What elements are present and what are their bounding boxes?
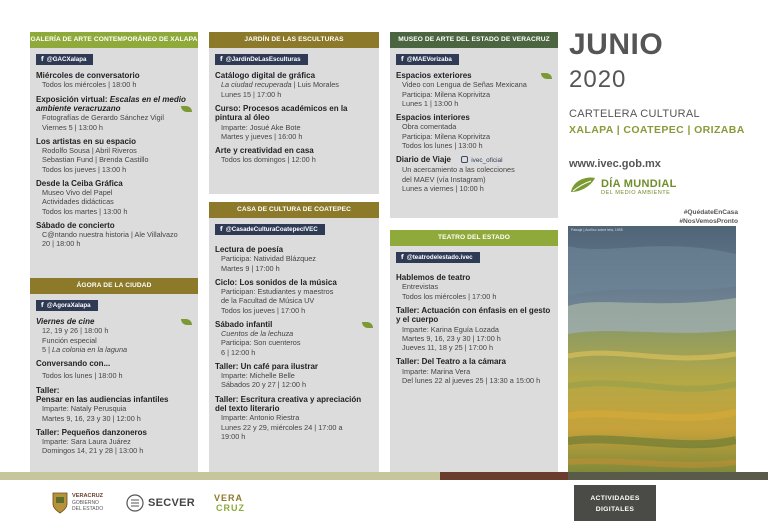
logo-text: VERACRUZ [72, 493, 104, 499]
event-title: Lectura de poesía [215, 245, 284, 254]
event-title: Taller: Escritura creativa y apreciación del texto literario [215, 394, 362, 414]
event-detail: Martes 9 | 17:00 h [221, 263, 280, 273]
event-title: Sábado de concierto [36, 220, 115, 230]
bar-segment [0, 472, 440, 480]
actividades-digitales-badge [574, 485, 656, 521]
detail-rest: | Luis Morales [291, 80, 339, 90]
event-title [396, 71, 552, 80]
event-detail: Video con Lengua de Señas Mexicana [402, 80, 527, 90]
detail-italic: La colonia en la laguna [52, 344, 128, 354]
event-detail: Lunes 22 y 29, miércoles 24 | 17:00 a [221, 422, 343, 432]
event-title [36, 95, 192, 114]
hashtag: #NosVemosPronto [679, 218, 738, 225]
logo-text: VERA [214, 493, 244, 503]
title-italic: Escalas en el medio ambiente veracruzano [36, 94, 186, 114]
event-detail: Imparte: Antonio Riestra [221, 413, 300, 423]
event-title: Desde la Ceiba Gráfica [36, 178, 123, 188]
panel-jardin [209, 32, 379, 194]
facebook-icon: f [220, 226, 223, 233]
event-list [209, 71, 379, 165]
logo-veracruz [52, 490, 112, 522]
event-detail: Todos los jueves | 13:00 h [42, 164, 127, 174]
month-title: JUNIO [569, 28, 664, 61]
panel-agora [30, 278, 198, 472]
event-title: Conversando con... [36, 359, 111, 369]
event-detail: Participan: Estudiantes y maestros [221, 287, 334, 297]
detail-italic: La ciudad recuperada [221, 80, 292, 90]
title-text: Sábado infantil [215, 319, 273, 329]
event-detail: Viernes 5 | 13:00 h [42, 122, 103, 132]
title-text: Diario de Viaje [396, 155, 451, 165]
event-detail: Del lunes 22 al jueves 25 | 13:30 a 15:00 h [402, 375, 541, 385]
landscape-painting [568, 226, 736, 472]
footer-color-bar [0, 472, 768, 480]
facebook-icon: f [401, 56, 404, 63]
logo-text: GOBIERNO [72, 500, 99, 506]
section-header-agora: ÁGORA DE LA CIUDAD [30, 278, 198, 294]
event-title: Ciclo: Los sonidos de la música [215, 277, 337, 287]
event-detail [215, 80, 373, 89]
facebook-handle-teatro[interactable] [396, 252, 480, 263]
facebook-handle-museo[interactable] [396, 54, 459, 65]
event-title [215, 320, 373, 329]
hashtags [679, 208, 738, 226]
event-detail: Todos los martes | 13:00 h [42, 206, 128, 216]
detail-prefix: 5 | [42, 344, 53, 354]
event-detail: Lunes a viernes | 10:00 h [402, 183, 484, 193]
event-detail: Domingos 14, 21 y 28 | 13:00 h [42, 446, 144, 456]
badge-line: DIGITALES [595, 506, 635, 513]
event-detail: Imparte: Michelle Belle [221, 371, 295, 381]
year-title: 2020 [569, 66, 627, 93]
secver-emblem-icon [126, 494, 144, 512]
event-detail: Museo Vivo del Papel [42, 188, 113, 198]
event-detail: C@ntando nuestra historia | Ale Villalvazo [42, 230, 178, 240]
cities-label: XALAPA | COATEPEC | ORIZABA [569, 124, 745, 136]
event-title: Taller: Del Teatro a la cámara [396, 357, 506, 367]
event-detail: Todos los miércoles | 17:00 h [402, 291, 497, 301]
facebook-icon: f [41, 56, 44, 63]
facebook-handle-jardin[interactable] [215, 54, 308, 65]
event-detail: 20 | 18:00 h [42, 239, 81, 249]
handle-text: @AgoraXalapa [46, 302, 91, 309]
leaf-icon [362, 322, 373, 328]
event-detail: del MAEV (vía Instagram) [402, 174, 486, 184]
event-detail: Jueves 11, 18 y 25 | 17:00 h [402, 343, 494, 353]
event-detail: Participa: Son cuenteros [221, 338, 301, 348]
event-detail: Todos los domingos | 12:00 h [221, 155, 316, 165]
event-detail: Entrevistas [402, 282, 439, 292]
event-detail: Imparte: Karina Eguía Lozada [402, 324, 499, 334]
event-detail: Obra comentada [402, 122, 457, 132]
dia-mundial-subtitle: DEL MEDIO AMBIENTE [601, 190, 671, 196]
bar-segment [440, 472, 568, 480]
facebook-handle-agora[interactable] [36, 300, 98, 311]
handle-text: @teatrodelestado.ivec [406, 254, 473, 261]
section-header-museo: MUSEO DE ARTE DEL ESTADO DE VERACRUZ [390, 32, 558, 48]
event-title: Los artistas en su espacio [36, 136, 137, 146]
event-detail: de la Facultad de Música UV [221, 296, 315, 306]
event-list [30, 71, 198, 249]
event-detail: Martes y jueves | 16:00 h [221, 131, 303, 141]
event-detail: Rodolfo Sousa | Abril Riveros [42, 146, 137, 156]
detail-italic: Cuentos de la lechuza [221, 329, 294, 339]
panel-teatro [390, 230, 558, 472]
logo-text: SECVER [148, 497, 196, 509]
event-detail: Todos los lunes | 13:00 h [402, 140, 483, 150]
handle-text: @JardinDeLasEsculturas [225, 56, 301, 63]
section-header-galeria: GALERÍA DE ARTE CONTEMPORÁNEO DE XALAPA [30, 32, 198, 48]
section-header-casa: CASA DE CULTURA DE COATEPEC [209, 202, 379, 218]
event-detail: Todos los miércoles | 18:00 h [42, 80, 137, 90]
event-detail: 12, 19 y 26 | 18:00 h [42, 326, 109, 336]
event-detail: Martes 9, 16, 23 y 30 | 17:00 h [402, 333, 501, 343]
event-detail: Imparte: Marina Vera [402, 366, 471, 376]
section-header-teatro: TEATRO DEL ESTADO [390, 230, 558, 246]
leaf-logo-icon [569, 176, 597, 194]
event-list [390, 273, 558, 385]
handle-text: @CasadeCulturaCoatepecIVEC [225, 226, 318, 233]
event-detail: Participa: Milena Koprivitza [402, 89, 491, 99]
event-detail: 6 | 12:00 h [221, 347, 256, 357]
event-title: Espacios interiores [396, 113, 470, 123]
event-title: Hablemos de teatro [396, 273, 471, 282]
leaf-icon [541, 73, 552, 79]
event-title: Taller: Actuación con énfasis en el gesto y el cuerpo [396, 305, 551, 325]
facebook-handle-casa[interactable] [215, 224, 325, 235]
badge-line: ACTIVIDADES [590, 495, 640, 502]
event-detail: Todos los jueves | 17:00 h [221, 305, 306, 315]
facebook-icon: f [41, 302, 44, 309]
event-list [30, 317, 198, 456]
event-detail [215, 329, 373, 338]
event-list [209, 245, 379, 441]
instagram-icon [461, 156, 468, 163]
logo-secver [126, 490, 200, 522]
bar-segment [568, 472, 768, 480]
event-title: Taller: Pequeños danzoneros [36, 427, 147, 437]
cartelera-label: CARTELERA CULTURAL [569, 108, 700, 120]
event-title: Pensar en las audiencias infantiles [36, 395, 169, 405]
instagram-text: ivec_oficial [471, 157, 503, 165]
logo-vera-cruz [214, 490, 262, 522]
handle-text: @GACXalapa [46, 56, 87, 63]
event-detail: Lunes 15 | 17:00 h [221, 89, 282, 99]
panel-casa-cultura [209, 202, 379, 472]
event-detail: 19:00 h [221, 431, 246, 441]
event-detail: Función especial [42, 335, 97, 345]
section-header-jardin: JARDÍN DE LAS ESCULTURAS [209, 32, 379, 48]
event-detail: Todos los lunes | 18:00 h [42, 371, 123, 381]
shield-icon [52, 492, 68, 514]
hashtag: #QuédateEnCasa [683, 209, 738, 216]
event-title: Arte y creatividad en casa [215, 146, 314, 156]
facebook-icon: f [401, 254, 404, 261]
event-title: Taller: [36, 385, 60, 395]
instagram-handle[interactable] [461, 157, 502, 164]
event-title: Curso: Procesos académicos en la pintura al óleo [215, 103, 348, 123]
logo-text: CRUZ [216, 503, 245, 513]
title-prefix: Exposición virtual: [36, 94, 110, 104]
event-detail: Participa: Milena Koprivitza [402, 131, 491, 141]
event-detail: Participa: Natividad Blázquez [221, 254, 316, 264]
event-detail: Sebastian Fund | Brenda Castillo [42, 155, 149, 165]
facebook-handle-galeria[interactable] [36, 54, 93, 65]
panel-galeria [30, 32, 198, 278]
panel-museo [390, 32, 558, 218]
event-detail: Sábados 20 y 27 | 12:00 h [221, 380, 307, 390]
event-detail: Imparte: Nataly Perusquia [42, 404, 127, 414]
website-link[interactable]: www.ivec.gob.mx [569, 158, 661, 170]
event-detail: Actividades didácticas [42, 197, 114, 207]
event-detail [36, 345, 192, 354]
event-detail: Lunes 1 | 13:00 h [402, 98, 459, 108]
event-detail: Fotografías de Gerardo Sánchez Vigil [42, 113, 164, 123]
handle-text: @MAEVorizaba [406, 56, 452, 63]
leaf-icon [181, 319, 192, 325]
event-detail: Martes 9, 16, 23 y 30 | 12:00 h [42, 413, 141, 423]
painting-caption: Paisaje | Acrílico sobre tela, 1995 [571, 228, 623, 232]
event-title [396, 155, 552, 165]
event-title: Taller: Un café para ilustrar [215, 361, 318, 371]
title-italic: Viernes de cine [36, 317, 95, 326]
event-list [390, 71, 558, 193]
facebook-icon: f [220, 56, 223, 63]
event-detail: Imparte: Josué Ake Bote [221, 122, 301, 132]
leaf-icon [181, 106, 192, 112]
event-title: Catálogo digital de gráfica [215, 71, 316, 80]
logo-text: DEL ESTADO [72, 506, 104, 512]
event-title: Miércoles de conversatorio [36, 71, 140, 80]
event-title [36, 317, 192, 326]
event-detail: Imparte: Sara Laura Juárez [42, 437, 131, 447]
title-text: Espacios exteriores [396, 71, 472, 80]
dia-mundial-title: DÍA MUNDIAL [601, 178, 677, 190]
event-detail: Un acercamiento a las colecciones [402, 165, 515, 175]
